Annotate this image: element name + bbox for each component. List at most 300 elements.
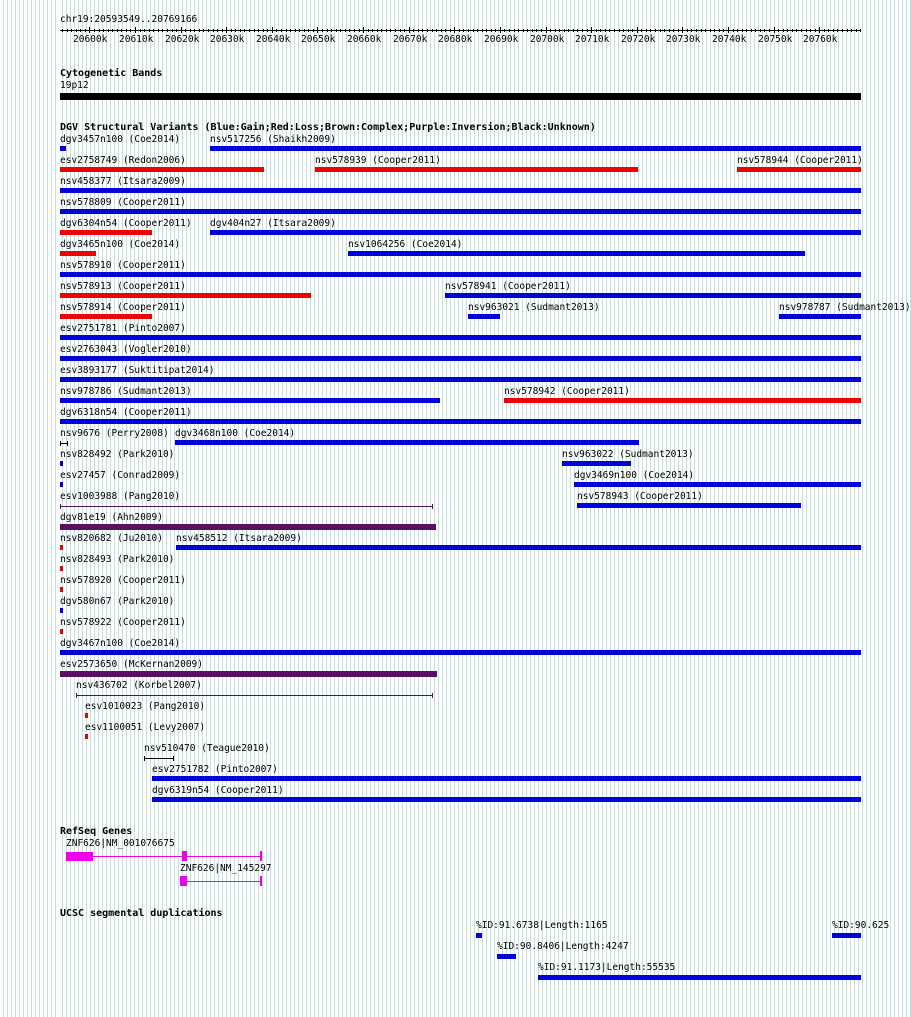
ruler-minor-tick [660, 29, 661, 32]
dgv-feature-bar[interactable] [60, 398, 440, 403]
ruler-minor-tick [76, 29, 77, 32]
ruler-minor-tick [482, 29, 483, 32]
ruler-minor-tick [632, 29, 633, 32]
ruler-minor-tick [249, 29, 250, 32]
dgv-feature-label: dgv6319n54 (Cooper2011) [152, 785, 284, 796]
ruler-tick [546, 27, 547, 33]
dgv-feature-bar[interactable] [504, 398, 861, 403]
dgv-feature-label: esv2751782 (Pinto2007) [152, 764, 278, 775]
ruler-minor-tick [600, 29, 601, 32]
ruler-minor-tick [80, 29, 81, 32]
ruler-tick-label: 20740k [712, 34, 747, 45]
dgv-feature-pair-end [60, 504, 61, 509]
ruler-minor-tick [582, 29, 583, 32]
ruler-minor-tick [573, 29, 574, 32]
ruler-minor-tick [801, 29, 802, 32]
ruler-minor-tick [267, 29, 268, 32]
dgv-feature-label: nsv963021 (Sudmant2013) [468, 302, 600, 313]
dgv-feature-label: nsv978787 (Sudmant2013) [779, 302, 911, 313]
ruler-minor-tick [696, 29, 697, 32]
dgv-feature-pair-end [432, 504, 433, 509]
ruler-tick-label: 20710k [575, 34, 610, 45]
ruler-minor-tick [108, 29, 109, 32]
dgv-feature-label: dgv580n67 (Park2010) [60, 596, 175, 607]
ruler-tick-label: 20730k [666, 34, 701, 45]
dgv-feature-label: nsv578941 (Cooper2011) [445, 281, 571, 292]
ruler-minor-tick [605, 29, 606, 32]
refseq-gene-exon[interactable] [182, 851, 187, 861]
ruler-minor-tick [158, 29, 159, 32]
ruler-minor-tick [568, 29, 569, 32]
dgv-feature-label: nsv578913 (Cooper2011) [60, 281, 186, 292]
dgv-feature-label: nsv436702 (Korbel2007) [76, 680, 202, 691]
ruler-tick-label: 20750k [758, 34, 793, 45]
dgv-feature-bar[interactable] [445, 293, 861, 298]
dgv-feature-label: nsv828493 (Park2010) [60, 554, 175, 565]
refseq-gene-intron-line[interactable] [66, 856, 261, 857]
ruler-tick [591, 27, 592, 33]
dgv-feature-bar[interactable] [60, 545, 63, 550]
ruler-minor-tick [368, 29, 369, 32]
ruler-minor-tick [235, 29, 236, 32]
ruler-minor-tick [194, 29, 195, 32]
ruler-minor-tick [701, 29, 702, 32]
ruler-minor-tick [641, 29, 642, 32]
ruler-minor-tick [99, 29, 100, 32]
ruler-minor-tick [783, 29, 784, 32]
ruler-minor-tick [833, 29, 834, 32]
ruler-minor-tick [222, 29, 223, 32]
ruler-minor-tick [381, 29, 382, 32]
dgv-feature-label: dgv81e19 (Ahn2009) [60, 512, 163, 523]
dgv-feature-bar[interactable] [60, 356, 861, 361]
ruler-position-label: chr19:20593549..20769166 [60, 14, 198, 25]
ruler-minor-tick [673, 29, 674, 32]
ruler-minor-tick [746, 29, 747, 32]
ruler-minor-tick [463, 29, 464, 32]
ruler-minor-tick [290, 29, 291, 32]
ruler-minor-tick [276, 29, 277, 32]
refseq-gene-exon[interactable] [66, 852, 93, 861]
dgv-feature-bar[interactable] [60, 146, 66, 151]
dgv-feature-label: nsv820682 (Ju2010) [60, 533, 163, 544]
ruler-minor-tick [427, 29, 428, 32]
ruler-tick-label: 20670k [393, 34, 428, 45]
ruler-minor-tick [828, 29, 829, 32]
ruler-minor-tick [213, 29, 214, 32]
ruler-minor-tick [153, 29, 154, 32]
dgv-feature-bar[interactable] [60, 419, 861, 424]
ruler-minor-tick [614, 29, 615, 32]
dgv-feature-label: dgv6318n54 (Cooper2011) [60, 407, 192, 418]
dgv-feature-label: nsv458512 (Itsara2009) [176, 533, 302, 544]
ruler-minor-tick [691, 29, 692, 32]
ruler-minor-tick [299, 29, 300, 32]
dgv-feature-bar[interactable] [60, 230, 152, 235]
ruler-minor-tick [468, 29, 469, 32]
dgv-feature-label: nsv578943 (Cooper2011) [577, 491, 703, 502]
dgv-feature-label: nsv517256 (Shaikh2009) [210, 134, 336, 145]
ruler-minor-tick [445, 29, 446, 32]
dgv-feature-pair-end [76, 693, 77, 698]
ruler-minor-tick [422, 29, 423, 32]
ruler-minor-tick [619, 29, 620, 32]
dgv-feature-label: esv2763043 (Vogler2010) [60, 344, 192, 355]
ruler-minor-tick [596, 29, 597, 32]
dgv-feature-label: esv3893177 (Suktitipat2014) [60, 365, 215, 376]
segdup-feature-label: %ID:90.625 [832, 920, 890, 931]
dgv-feature-pair-line[interactable] [144, 758, 173, 759]
ruler-minor-tick [413, 29, 414, 32]
ruler-minor-tick [687, 29, 688, 32]
ruler-minor-tick [327, 29, 328, 32]
ruler-minor-tick [509, 29, 510, 32]
dgv-feature-label: nsv578914 (Cooper2011) [60, 302, 186, 313]
dgv-feature-bar[interactable] [60, 650, 861, 655]
segdup-feature-label: %ID:90.8406|Length:4247 [497, 941, 629, 952]
ruler-tick [317, 27, 318, 33]
ruler-minor-tick [126, 29, 127, 32]
dgv-feature-bar[interactable] [60, 608, 63, 613]
ruler-minor-tick [564, 29, 565, 32]
ruler-tick [181, 27, 182, 33]
ruler-minor-tick [217, 29, 218, 32]
ruler-minor-tick [172, 29, 173, 32]
ruler-tick-label: 20680k [438, 34, 473, 45]
ruler-minor-tick [851, 29, 852, 32]
dgv-feature-label: esv2758749 (Redon2006) [60, 155, 186, 166]
ruler-minor-tick [523, 29, 524, 32]
ruler-minor-tick [231, 29, 232, 32]
ruler-minor-tick [769, 29, 770, 32]
dgv-feature-label: esv1003988 (Pang2010) [60, 491, 181, 502]
dgv-feature-label: nsv510470 (Teague2010) [144, 743, 270, 754]
dgv-feature-bar[interactable] [210, 146, 861, 151]
ruler-tick [272, 27, 273, 33]
ruler-minor-tick [806, 29, 807, 32]
ruler-minor-tick [760, 29, 761, 32]
dgv-feature-label: esv1100051 (Levy2007) [85, 722, 206, 733]
dgv-feature-bar[interactable] [737, 167, 861, 172]
ruler-tick-label: 20620k [165, 34, 200, 45]
dgv-feature-bar[interactable] [175, 440, 639, 445]
ruler-minor-tick [664, 29, 665, 32]
dgv-feature-bar[interactable] [176, 545, 861, 550]
ruler-minor-tick [587, 29, 588, 32]
dgv-feature-bar[interactable] [562, 461, 631, 466]
ruler-minor-tick [263, 29, 264, 32]
ruler-minor-tick [532, 29, 533, 32]
dgv-feature-pair-end [144, 756, 145, 761]
ruler-tick-label: 20640k [256, 34, 291, 45]
ruler-minor-tick [199, 29, 200, 32]
ruler-minor-tick [810, 29, 811, 32]
dgv-feature-label: esv1010023 (Pang2010) [85, 701, 206, 712]
ruler-minor-tick [514, 29, 515, 32]
ruler-tick-label: 20690k [484, 34, 519, 45]
dgv-feature-label: dgv404n27 (Itsara2009) [210, 218, 336, 229]
ruler-minor-tick [550, 29, 551, 32]
ruler-minor-tick [112, 29, 113, 32]
ruler-minor-tick [67, 29, 68, 32]
ruler-minor-tick [354, 29, 355, 32]
dgv-feature-label: dgv3465n100 (Coe2014) [60, 239, 181, 250]
segdup-feature-bar[interactable] [538, 975, 861, 980]
ruler-minor-tick [495, 29, 496, 32]
ruler-minor-tick [473, 29, 474, 32]
dgv-feature-label: nsv578939 (Cooper2011) [315, 155, 441, 166]
ruler-tick-label: 20630k [210, 34, 245, 45]
segdup-feature-bar[interactable] [476, 933, 482, 938]
dgv-feature-bar[interactable] [60, 251, 96, 256]
refseq-gene-label: ZNF626|NM_145297 [180, 863, 272, 874]
ruler-tick-label: 20600k [73, 34, 108, 45]
dgv-feature-pair-line[interactable] [60, 443, 67, 444]
ruler-minor-tick [842, 29, 843, 32]
ruler-minor-tick [655, 29, 656, 32]
ruler-minor-tick [359, 29, 360, 32]
dgv-feature-label: esv27457 (Conrad2009) [60, 470, 181, 481]
dgv-feature-pair-end [432, 693, 433, 698]
dgv-feature-bar[interactable] [152, 797, 861, 802]
ruler-minor-tick [130, 29, 131, 32]
ruler-minor-tick [477, 29, 478, 32]
ruler-tick-label: 20660k [347, 34, 382, 45]
refseq-gene-exon[interactable] [182, 876, 187, 886]
dgv-feature-bar[interactable] [60, 482, 63, 487]
ruler-tick-label: 20610k [119, 34, 154, 45]
ruler-tick [774, 27, 775, 33]
ruler-minor-tick [486, 29, 487, 32]
ruler-tick-label: 20720k [621, 34, 656, 45]
ruler-tick [819, 27, 820, 33]
dgv-feature-label: nsv828492 (Park2010) [60, 449, 175, 460]
ruler-minor-tick [714, 29, 715, 32]
ruler-minor-tick [436, 29, 437, 32]
ruler-minor-tick [860, 29, 861, 32]
dgv-feature-label: nsv578910 (Cooper2011) [60, 260, 186, 271]
dgv-feature-bar[interactable] [315, 167, 638, 172]
dgv-feature-bar[interactable] [60, 377, 861, 382]
ruler-minor-tick [404, 29, 405, 32]
ruler-minor-tick [623, 29, 624, 32]
ruler-minor-tick [432, 29, 433, 32]
refseq-gene-intron-line[interactable] [180, 881, 261, 882]
ruler-minor-tick [117, 29, 118, 32]
ruler-minor-tick [837, 29, 838, 32]
ruler-minor-tick [304, 29, 305, 32]
ruler-minor-tick [856, 29, 857, 32]
dgv-feature-pair-end [173, 756, 174, 761]
ruler-minor-tick [258, 29, 259, 32]
ruler-minor-tick [386, 29, 387, 32]
ruler-minor-tick [504, 29, 505, 32]
ruler-minor-tick [254, 29, 255, 32]
dgv-feature-bar[interactable] [85, 713, 88, 718]
ruler-minor-tick [395, 29, 396, 32]
dgv-feature-bar[interactable] [468, 314, 500, 319]
ruler-minor-tick [737, 29, 738, 32]
ruler-minor-tick [764, 29, 765, 32]
dgv-feature-bar[interactable] [60, 566, 63, 571]
ruler-minor-tick [710, 29, 711, 32]
dgv-feature-bar[interactable] [60, 272, 861, 277]
ruler-minor-tick [349, 29, 350, 32]
ruler-minor-tick [796, 29, 797, 32]
ruler-minor-tick [751, 29, 752, 32]
segdup-track-title: UCSC segmental duplications [60, 908, 223, 919]
refseq-track-title: RefSeq Genes [60, 826, 133, 837]
ruler-minor-tick [190, 29, 191, 32]
dgv-feature-bar[interactable] [85, 734, 88, 739]
ruler-minor-tick [390, 29, 391, 32]
dgv-feature-bar[interactable] [60, 629, 63, 634]
dgv-feature-label: nsv578942 (Cooper2011) [504, 386, 630, 397]
dgv-feature-bar[interactable] [779, 314, 861, 319]
dgv-feature-bar[interactable] [60, 293, 311, 298]
dgv-feature-bar[interactable] [210, 230, 861, 235]
cyto-track-title: Cytogenetic Bands [60, 68, 163, 79]
ruler-minor-tick [244, 29, 245, 32]
ruler-minor-tick [208, 29, 209, 32]
dgv-feature-bar[interactable] [577, 503, 801, 508]
ruler-minor-tick [162, 29, 163, 32]
segdup-feature-bar[interactable] [497, 954, 516, 959]
dgv-feature-bar[interactable] [60, 524, 436, 530]
dgv-feature-bar[interactable] [574, 482, 861, 487]
dgv-feature-label: esv2573650 (McKernan2009) [60, 659, 203, 670]
dgv-feature-label: nsv9676 (Perry2008) [60, 428, 169, 439]
dgv-feature-pair-line[interactable] [60, 506, 432, 507]
ruler-minor-tick [176, 29, 177, 32]
segdup-feature-label: %ID:91.6738|Length:1165 [476, 920, 608, 931]
ruler-minor-tick [121, 29, 122, 32]
ruler-minor-tick [71, 29, 72, 32]
refseq-gene-exon[interactable] [260, 851, 262, 861]
dgv-feature-label: esv2751781 (Pinto2007) [60, 323, 186, 334]
ruler-minor-tick [541, 29, 542, 32]
dgv-feature-bar[interactable] [60, 188, 861, 193]
ruler-minor-tick [847, 29, 848, 32]
ruler-tick [454, 27, 455, 33]
ruler-minor-tick [669, 29, 670, 32]
segdup-feature-label: %ID:91.1173|Length:55535 [538, 962, 676, 973]
ruler-minor-tick [536, 29, 537, 32]
ruler-minor-tick [140, 29, 141, 32]
dgv-feature-label: dgv6304n54 (Cooper2011) [60, 218, 192, 229]
ruler-minor-tick [345, 29, 346, 32]
dgv-feature-bar[interactable] [60, 335, 861, 340]
ruler-minor-tick [723, 29, 724, 32]
ruler-minor-tick [527, 29, 528, 32]
ruler-minor-tick [459, 29, 460, 32]
dgv-feature-label: nsv1064256 (Coe2014) [348, 239, 463, 250]
dgv-feature-bar[interactable] [60, 671, 437, 677]
dgv-feature-pair-end [60, 441, 61, 446]
ruler-minor-tick [815, 29, 816, 32]
ruler-tick [728, 27, 729, 33]
ruler-tick [637, 27, 638, 33]
ruler-minor-tick [491, 29, 492, 32]
ruler-tick-label: 20700k [530, 34, 565, 45]
ruler-tick [89, 27, 90, 33]
dgv-feature-label: nsv458377 (Itsara2009) [60, 176, 186, 187]
dgv-feature-bar[interactable] [60, 587, 63, 592]
dgv-feature-pair-end [67, 441, 68, 446]
dgv-feature-label: nsv578922 (Cooper2011) [60, 617, 186, 628]
ruler-minor-tick [340, 29, 341, 32]
ruler-minor-tick [609, 29, 610, 32]
ruler-minor-tick [62, 29, 63, 32]
ruler-minor-tick [372, 29, 373, 32]
cyto-band-bar[interactable] [60, 93, 861, 100]
ruler-minor-tick [778, 29, 779, 32]
dgv-feature-bar[interactable] [348, 251, 805, 256]
ruler-tick [363, 27, 364, 33]
ruler-minor-tick [286, 29, 287, 32]
dgv-feature-bar[interactable] [60, 461, 63, 466]
dgv-feature-bar[interactable] [60, 314, 152, 319]
dgv-feature-bar[interactable] [60, 209, 861, 214]
dgv-feature-label: dgv3468n100 (Coe2014) [175, 428, 296, 439]
ruler-minor-tick [336, 29, 337, 32]
ruler-minor-tick [94, 29, 95, 32]
ruler-minor-tick [377, 29, 378, 32]
ruler-minor-tick [650, 29, 651, 32]
ruler-minor-tick [203, 29, 204, 32]
dgv-feature-label: nsv978786 (Sudmant2013) [60, 386, 192, 397]
ruler-minor-tick [144, 29, 145, 32]
dgv-feature-label: dgv3467n100 (Coe2014) [60, 638, 181, 649]
ruler-minor-tick [308, 29, 309, 32]
dgv-feature-label: nsv578920 (Cooper2011) [60, 575, 186, 586]
ruler-tick [135, 27, 136, 33]
ruler-minor-tick [733, 29, 734, 32]
ruler-minor-tick [450, 29, 451, 32]
ruler-minor-tick [281, 29, 282, 32]
ruler-minor-tick [559, 29, 560, 32]
ruler-minor-tick [719, 29, 720, 32]
refseq-gene-exon[interactable] [260, 876, 262, 886]
ruler-minor-tick [322, 29, 323, 32]
refseq-gene-label: ZNF626|NM_001076675 [66, 838, 175, 849]
dgv-feature-bar[interactable] [152, 776, 861, 781]
ruler-tick [500, 27, 501, 33]
ruler-minor-tick [185, 29, 186, 32]
ruler-minor-tick [331, 29, 332, 32]
ruler-tick [409, 27, 410, 33]
dgv-feature-label: nsv578944 (Cooper2011) [737, 155, 863, 166]
ruler-minor-tick [313, 29, 314, 32]
ruler-minor-tick [555, 29, 556, 32]
segdup-feature-bar[interactable] [832, 933, 861, 938]
dgv-feature-bar[interactable] [60, 167, 264, 172]
ruler-minor-tick [518, 29, 519, 32]
dgv-feature-pair-line[interactable] [76, 695, 432, 696]
ruler-tick [682, 27, 683, 33]
dgv-feature-label: dgv3457n100 (Coe2014) [60, 134, 181, 145]
ruler-minor-tick [755, 29, 756, 32]
ruler-minor-tick [787, 29, 788, 32]
ruler-minor-tick [705, 29, 706, 32]
ruler-minor-tick [824, 29, 825, 32]
ruler-minor-tick [400, 29, 401, 32]
ruler-minor-tick [441, 29, 442, 32]
ruler-minor-tick [240, 29, 241, 32]
ruler-minor-tick [167, 29, 168, 32]
ruler-minor-tick [103, 29, 104, 32]
ruler-minor-tick [646, 29, 647, 32]
